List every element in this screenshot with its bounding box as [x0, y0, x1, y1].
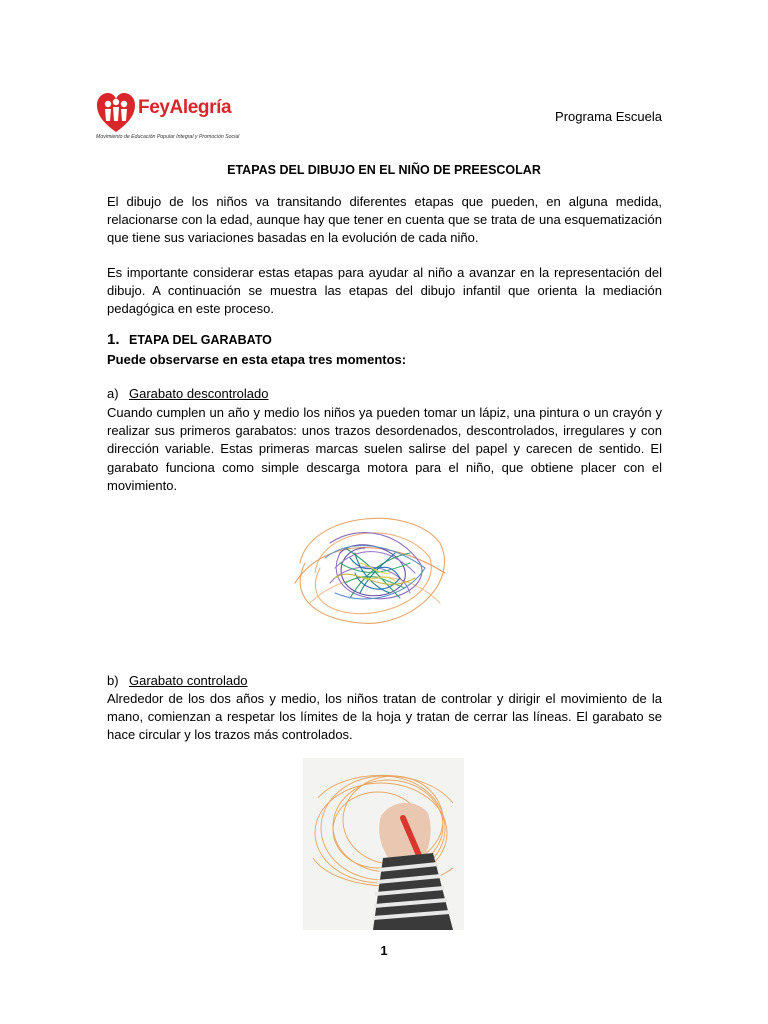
section-heading: [107, 331, 272, 348]
subheading-marker: b): [107, 673, 119, 688]
paragraph-uncontrolled-scribble: Cuando cumplen un año y medio los niños ya pueden tomar un lápiz, una pintura o un crayón y realizar sus primeros garabatos: unos trazos desordenados, descontrolados, irregulares y con dirección variable. Estas primeras marcas suelen salirse del papel y carecen de sentido. El garabato funciona como simple descarga motora para el niño, que obtiene placer con el movimiento.: [107, 405, 662, 493]
section-number: 1.: [107, 331, 120, 348]
subheading-title: Garabato controlado: [129, 673, 248, 688]
subheading-a: [107, 386, 269, 401]
scribble-drawing-image: [290, 503, 452, 635]
subheading-marker: a): [107, 386, 119, 401]
subheading-b: [107, 673, 248, 688]
logo-name: FeyAlegría: [138, 97, 232, 118]
program-label: Programa Escuela: [555, 109, 662, 124]
logo-hearts-icon: [96, 92, 136, 134]
section-title: ETAPA DEL GARABATO: [129, 333, 272, 347]
child-drawing-photo-image: [303, 758, 464, 930]
paragraph-controlled-scribble: Alrededor de los dos años y medio, los niños tratan de controlar y dirigir el movimiento de la mano, comienzan a respetar los límites de la hoja y tratan de cerrar las líneas. El garabato se hace circular y los trazos más controlados.: [107, 691, 662, 743]
logo-tagline: Movimiento de Educación Popular Integral y Promoción Social: [96, 134, 240, 140]
page-number: 1: [380, 943, 388, 958]
paragraph-importance: Es importante considerar estas etapas para ayudar al niño a avanzar en la representación del dibujo. A continuación se muestra las etapas del dibujo infantil que orienta la mediación pedagógica en este proceso.: [107, 265, 662, 317]
logo: [96, 92, 336, 148]
subheading-title: Garabato descontrolado: [129, 386, 269, 401]
paragraph-intro: El dibujo de los niños va transitando diferentes etapas que pueden, en alguna medida, relacionarse con la edad, aunque hay que tener en cuenta que se trata de una esquematización que tiene sus variaciones basadas en la evolución de cada niño.: [107, 194, 662, 246]
section-intro: Puede observarse en esta etapa tres momentos:: [107, 352, 407, 367]
document-title: ETAPAS DEL DIBUJO EN EL NIÑO DE PREESCOLAR: [227, 163, 541, 177]
